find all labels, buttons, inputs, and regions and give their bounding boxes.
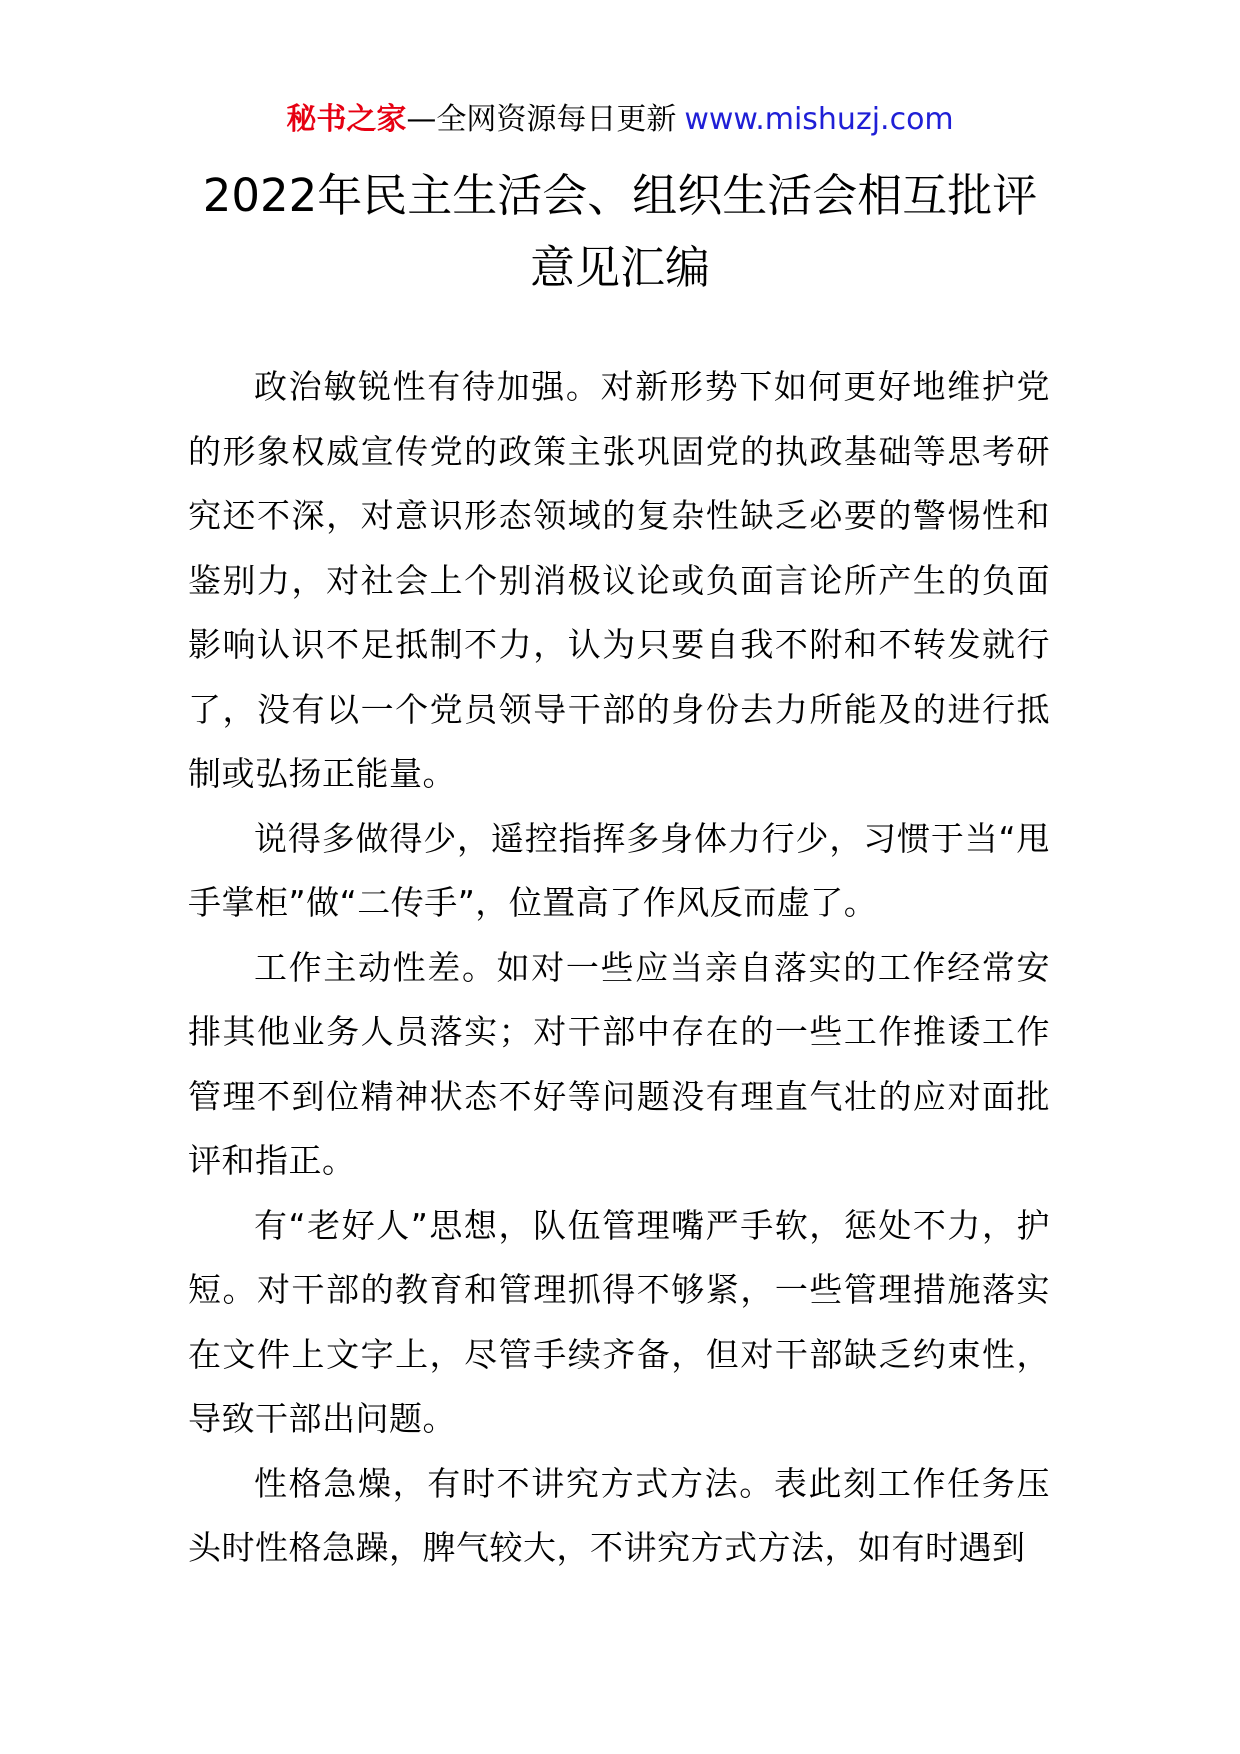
header-tagline: —全网资源每日更新	[406, 102, 677, 137]
document-title	[185, 160, 1055, 304]
paragraph-work-initiative: 工作主动性差。如对一些应当亲自落实的工作经常安排其他业务人员落实；对干部中存在的一些工作推诿工作管理不到位精神状态不好等问题没有理直气壮的应对面批评和指正。	[188, 947, 1050, 1180]
title-line-2: 意见汇编	[529, 241, 710, 294]
title-line-1: 2022年民主生活会、组织生活会相互批评	[202, 169, 1038, 222]
brand-name: 秘书之家	[286, 102, 407, 137]
paragraph-temperament: 性格急燥，有时不讲究方式方法。表此刻工作任务压头时性格急躁，脾气较大，不讲究方式方法，如有时遇到	[188, 1463, 1050, 1567]
paragraph-political-sensitivity: 政治敏锐性有待加强。对新形势下如何更好地维护党的形象权威宣传党的政策主张巩固党的执政基础等思考研究还不深，对意识形态领域的复杂性缺乏必要的警惕性和鉴别力，对社会上个别消极议论或负面言论所产生的负面影响认识不足抵制不力，认为只要自我不附和不转发就行了，没有以一个党员领导干部的身份去力所能及的进行抵制或弘扬正能量。	[188, 367, 1050, 793]
paragraph-nice-guy-mindset: 有“老好人”思想，队伍管理嘴严手软，惩处不力，护短。对干部的教育和管理抓得不够紧，一些管理措施落实在文件上文字上，尽管手续齐备，但对干部缺乏约束性，导致干部出问题。	[188, 1205, 1050, 1438]
site-url-link[interactable]: www.mishuzj.com	[684, 102, 954, 137]
document-body	[188, 355, 1050, 1581]
paragraph-say-more-do-less: 说得多做得少，遥控指挥多身体力行少，习惯于当“甩手掌柜”做“二传手”，位置高了作风反而虚了。	[188, 818, 1050, 922]
document-header	[0, 100, 1240, 140]
